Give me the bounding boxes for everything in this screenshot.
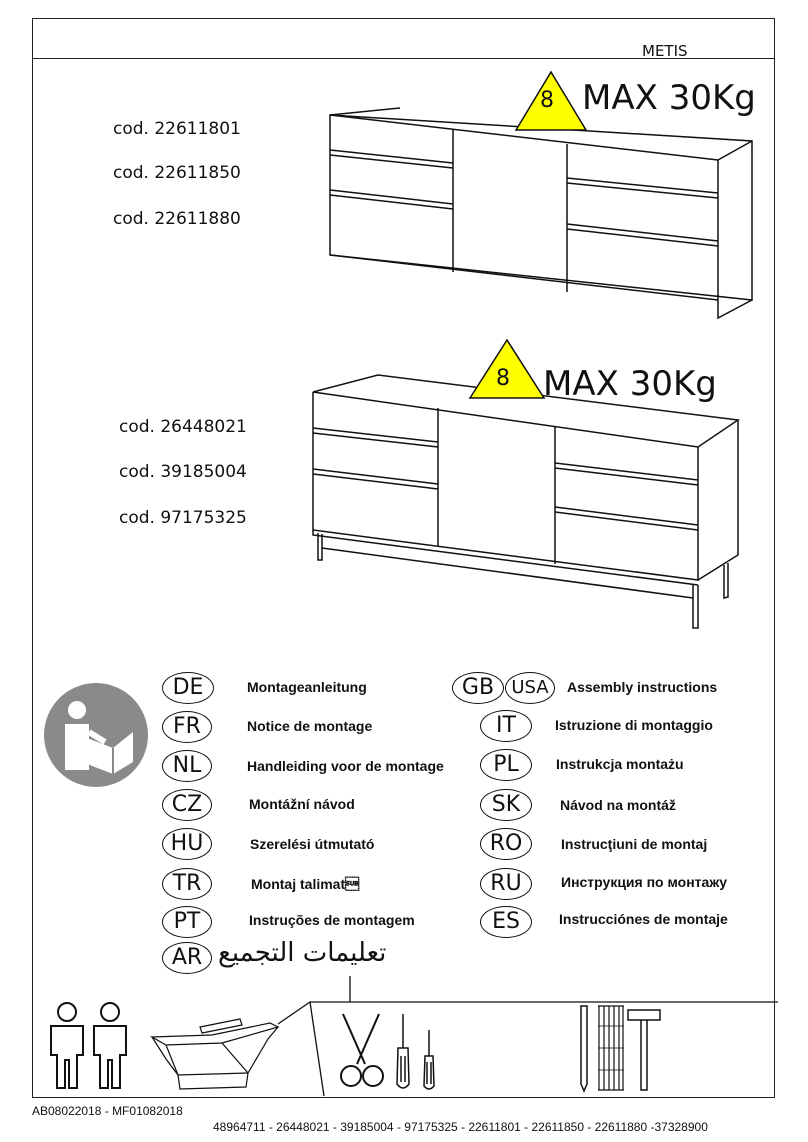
lang-text-nl: Handleiding voor de montage [247, 758, 444, 774]
product-code: cod. 39185004 [119, 462, 247, 482]
folding-ruler-icon [596, 1004, 626, 1092]
document-revision: AB08022018 - MF01082018 [32, 1104, 183, 1118]
toolbox-icon [150, 1015, 280, 1093]
warning-number: 8 [496, 366, 510, 391]
lang-code-tr: TR [162, 868, 212, 900]
lang-text-pl: Instrukcja montażu [556, 756, 684, 772]
product-code: cod. 22611880 [113, 209, 241, 229]
lang-code-pl: PL [480, 749, 532, 781]
lang-code-ru: RU [480, 868, 532, 900]
pencil-icon [578, 1004, 590, 1092]
lang-text-ar: تعليمات التجميع [218, 938, 387, 968]
lang-code-nl: NL [162, 750, 212, 782]
read-manual-icon [43, 682, 149, 788]
two-persons-icon [46, 1000, 132, 1092]
lang-text-pt: Instruções de montagem [249, 912, 415, 928]
lang-code-ro: RO [480, 828, 532, 860]
lang-code-usa: USA [505, 672, 555, 704]
page-title: METIS [642, 42, 688, 60]
screwdriver-small-icon [421, 1028, 437, 1092]
lang-code-it: IT [480, 710, 532, 742]
lang-text-gb: Assembly instructions [567, 679, 718, 695]
lang-code-hu: HU [162, 828, 212, 860]
lang-text-ru: Инструкция по монтажу [561, 874, 728, 890]
lang-text-de: Montageanleitung [247, 679, 367, 695]
lang-text-sk: Návod na montáž [560, 797, 676, 813]
lang-code-fr: FR [162, 711, 212, 743]
lang-text-tr: Montaj talimat [251, 876, 360, 892]
product-code: cod. 22611801 [113, 119, 241, 139]
lang-text-es: Instrucciónes de montaje [559, 911, 728, 927]
max-load-label: MAX 30Kg [543, 364, 717, 404]
lang-text-fr: Notice de montage [247, 718, 373, 734]
product-code-list: 48964711 - 26448021 - 39185004 - 97175325 - 22611801 - 22611850 - 22611880 -37328900 [213, 1120, 708, 1134]
lang-code-pt: PT [162, 906, 212, 938]
lang-text-hu: Szerelési útmutató [250, 836, 375, 852]
lang-code-cz: CZ [162, 789, 212, 821]
hammer-icon [626, 1006, 662, 1092]
lang-code-gb: GB [452, 672, 504, 704]
lang-text-ro: Instrucţiuni de montaj [561, 836, 708, 852]
max-load-label: MAX 30Kg [582, 78, 756, 118]
scissors-icon [335, 1012, 389, 1090]
product-code: cod. 26448021 [119, 417, 247, 437]
lang-text-it: Istruzione di montaggio [555, 717, 713, 733]
product-code: cod. 97175325 [119, 508, 247, 528]
lang-code-sk: SK [480, 789, 532, 821]
lang-text-cz: Montážní návod [249, 796, 355, 812]
lang-code-de: DE [162, 672, 214, 704]
product-code: cod. 22611850 [113, 163, 241, 183]
screwdriver-flat-icon [394, 1012, 412, 1092]
warning-number: 8 [540, 88, 554, 113]
lang-code-es: ES [480, 906, 532, 938]
lang-code-ar: AR [162, 942, 212, 974]
